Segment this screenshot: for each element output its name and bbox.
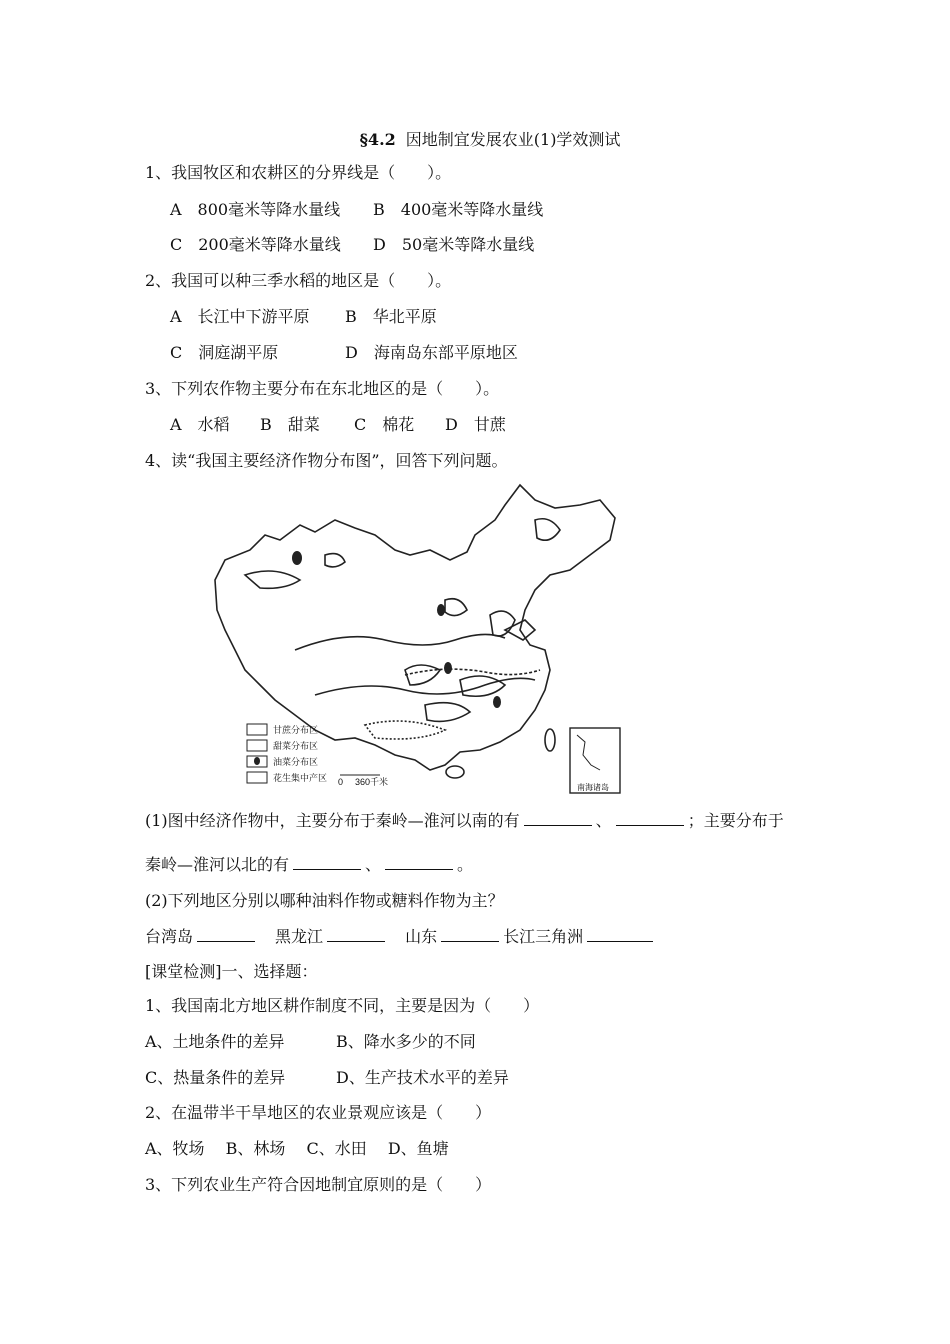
answer-blank-3[interactable] [293,853,361,870]
answer-blank-shandong[interactable] [441,925,499,942]
page-title [0,127,950,150]
economic-crops-map [205,480,630,800]
region-3 [490,611,515,636]
legend-label-sugarcane: 甘蔗分布区 [273,725,319,735]
legend-box-sugarbeet [247,740,267,751]
region-7 [365,721,445,739]
q2-stem: 2、我国可以种三季水稻的地区是（ ）。 [145,271,452,290]
subq2-stem: (2)下列地区分别以哪种油料作物或糖料作物为主？ [145,891,504,910]
place-shandong: 山东 [405,927,438,946]
title-text: 因地制宜发展农业(1)学效测试 [405,130,621,149]
place-taiwan: 台湾岛 [145,927,194,946]
separator: 、 [365,855,382,874]
hainan-island [446,766,464,778]
c1-option-d: D、生产技术水平的差异 [336,1068,509,1087]
legend-box-peanut [247,772,267,783]
c1-option-a: A、土地条件的差异 [145,1032,285,1051]
rapeseed-marker-3 [493,696,501,708]
scale-label: 360千米 [355,777,389,787]
c3-stem: 3、下列农业生产符合因地制宜原则的是（ ） [145,1175,492,1194]
q1-option-b: B 400毫米等降水量线 [373,200,544,219]
region-2 [535,519,560,540]
region-4 [405,665,440,685]
q1-option-a: A 800毫米等降水量线 [170,200,341,219]
q2-option-b: B 华北平原 [345,307,437,326]
q3-stem: 3、下列农作物主要分布在东北地区的是（ ）。 [145,379,500,398]
subq1-line1 [145,809,784,832]
subq1-end: 。 [457,855,474,874]
region-6 [425,703,470,722]
q4-stem: 4、读“我国主要经济作物分布图”，回答下列问题。 [145,451,508,470]
subq1-text-2: ；主要分布于 [687,811,784,830]
q2-option-d: D 海南岛东部平原地区 [345,343,518,362]
inset-label: 南海诸岛 [577,783,609,792]
c1-option-c: C、热量条件的差异 [145,1068,286,1087]
rapeseed-marker-4 [437,604,445,616]
place-heilongjiang: 黑龙江 [275,927,324,946]
answer-blank-4[interactable] [385,853,453,870]
qinling-line [405,669,540,675]
rapeseed-marker-1 [292,551,302,565]
river-yellow [295,634,505,650]
c2-stem: 2、在温带半干旱地区的农业景观应该是（ ） [145,1103,492,1122]
q3-option-d: D 甘蔗 [445,415,506,434]
q3-option-b: B 甜菜 [260,415,320,434]
q3-option-c: C 棉花 [354,415,415,434]
q3-option-a: A 水稻 [170,415,230,434]
answer-blank-heilongjiang[interactable] [327,925,385,942]
legend-box-sugarcane [247,724,267,735]
check-heading: [课堂检测]一、选择题： [145,962,318,981]
q2-option-c: C 洞庭湖平原 [170,343,279,362]
answer-blank-1[interactable] [524,809,592,826]
answer-blank-2[interactable] [616,809,684,826]
q1-option-d: D 50毫米等降水量线 [373,235,535,254]
legend-rapeseed-mark [254,757,260,765]
subq1-text-3: 秦岭—淮河以北的有 [145,855,290,874]
q1-option-c: C 200毫米等降水量线 [170,235,341,254]
answer-blank-taiwan[interactable] [197,925,255,942]
legend-label-sugarbeet: 甜菜分布区 [273,741,319,751]
subq2-answers [145,925,657,948]
place-yangtze-delta: 长江三角洲 [503,927,584,946]
separator: 、 [595,811,612,830]
subq1-line2 [145,853,473,876]
q1-stem: 1、我国牧区和农耕区的分界线是（ ）。 [145,163,452,182]
legend-label-peanut: 花生集中产区 [273,773,328,783]
inset-coast [577,735,600,770]
answer-blank-yangtze[interactable] [587,925,653,942]
c1-option-b: B、降水多少的不同 [336,1032,476,1051]
subq1-text: (1)图中经济作物中，主要分布于秦岭—淮河以南的有 [145,811,520,830]
scale-zero: 0 [338,777,344,787]
taiwan-island [545,729,555,751]
c2-options: A、牧场 B、林场 C、水田 D、鱼塘 [145,1139,449,1158]
rapeseed-marker-2 [444,662,452,674]
q2-option-a: A 长江中下游平原 [170,307,310,326]
c1-stem: 1、我国南北方地区耕作制度不同，主要是因为（ ） [145,996,540,1015]
legend-label-rapeseed: 油菜分布区 [273,757,319,767]
region-9 [325,554,345,567]
region-1 [245,571,300,588]
region-8 [445,599,467,616]
section-number: §4.2 [359,130,396,149]
